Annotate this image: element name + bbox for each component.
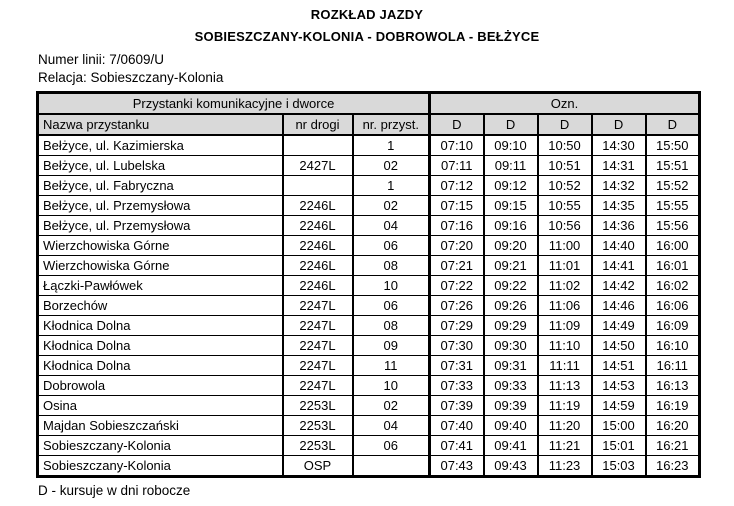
- column-header-day-code: D: [646, 114, 700, 135]
- road-no-cell: 2247L: [283, 356, 353, 376]
- time-cell: 07:16: [430, 216, 484, 236]
- time-cell: 07:41: [430, 436, 484, 456]
- time-cell: 10:55: [538, 196, 592, 216]
- time-cell: 11:01: [538, 256, 592, 276]
- page-title: ROZKŁAD JAZDY: [310, 7, 424, 22]
- table-group-header-row: [38, 93, 700, 115]
- time-cell: 14:32: [592, 176, 646, 196]
- time-cell: 16:23: [646, 456, 700, 477]
- time-cell: 15:01: [592, 436, 646, 456]
- line-number-label: Numer linii: 7/0609/U: [38, 52, 165, 67]
- time-cell: 11:21: [538, 436, 592, 456]
- time-cell: 11:11: [538, 356, 592, 376]
- stop-no-cell: 08: [353, 316, 430, 336]
- time-cell: 16:00: [646, 236, 700, 256]
- stop-no-cell: 09: [353, 336, 430, 356]
- column-header-stop-name: Nazwa przystanku: [38, 114, 283, 135]
- stop-name-cell: Kłodnica Dolna: [38, 356, 283, 376]
- table-row: [38, 396, 700, 416]
- road-no-cell: 2247L: [283, 316, 353, 336]
- stop-no-cell: 08: [353, 256, 430, 276]
- stop-no-cell: 10: [353, 376, 430, 396]
- stop-name-cell: Sobieszczany-Kolonia: [38, 456, 283, 477]
- stop-name-cell: Łączki-Pawłówek: [38, 276, 283, 296]
- time-cell: 07:22: [430, 276, 484, 296]
- stop-name-cell: Bełżyce, ul. Przemysłowa: [38, 196, 283, 216]
- time-cell: 14:36: [592, 216, 646, 236]
- table-row: [38, 156, 700, 176]
- road-no-cell: 2247L: [283, 336, 353, 356]
- time-cell: 09:20: [484, 236, 538, 256]
- time-cell: 07:21: [430, 256, 484, 276]
- time-cell: 15:03: [592, 456, 646, 477]
- stop-name-cell: Borzechów: [38, 296, 283, 316]
- time-cell: 14:51: [592, 356, 646, 376]
- time-cell: 07:30: [430, 336, 484, 356]
- stop-no-cell: 06: [353, 236, 430, 256]
- time-cell: 11:06: [538, 296, 592, 316]
- stop-no-cell: [353, 456, 430, 477]
- stop-name-cell: Wierzchowiska Górne: [38, 256, 283, 276]
- time-cell: 14:53: [592, 376, 646, 396]
- time-cell: 14:59: [592, 396, 646, 416]
- time-cell: 07:43: [430, 456, 484, 477]
- table-row: [38, 176, 700, 196]
- stop-no-cell: 11: [353, 356, 430, 376]
- table-row: [38, 236, 700, 256]
- road-no-cell: 2253L: [283, 396, 353, 416]
- time-cell: 07:39: [430, 396, 484, 416]
- time-cell: 09:39: [484, 396, 538, 416]
- time-cell: 14:30: [592, 135, 646, 156]
- time-cell: 14:35: [592, 196, 646, 216]
- road-no-cell: 2253L: [283, 416, 353, 436]
- time-cell: 11:19: [538, 396, 592, 416]
- time-cell: 09:12: [484, 176, 538, 196]
- time-cell: 09:30: [484, 336, 538, 356]
- time-cell: 11:02: [538, 276, 592, 296]
- time-cell: 10:51: [538, 156, 592, 176]
- stop-no-cell: 06: [353, 436, 430, 456]
- road-no-cell: 2246L: [283, 256, 353, 276]
- stop-no-cell: 02: [353, 196, 430, 216]
- time-cell: 07:11: [430, 156, 484, 176]
- time-cell: 16:02: [646, 276, 700, 296]
- route-title: SOBIESZCZANY-KOLONIA - DOBROWOLA - BEŁŻYCE: [194, 29, 540, 44]
- table-row: [38, 376, 700, 396]
- road-no-cell: [283, 176, 353, 196]
- stop-no-cell: 04: [353, 416, 430, 436]
- table-column-header-row: [38, 114, 700, 135]
- stop-name-cell: Osina: [38, 396, 283, 416]
- time-cell: 14:31: [592, 156, 646, 176]
- column-header-day-code: D: [430, 114, 484, 135]
- road-no-cell: 2246L: [283, 276, 353, 296]
- time-cell: 09:43: [484, 456, 538, 477]
- stop-no-cell: 02: [353, 396, 430, 416]
- table-row: [38, 276, 700, 296]
- time-cell: 16:19: [646, 396, 700, 416]
- time-cell: 15:52: [646, 176, 700, 196]
- time-cell: 16:09: [646, 316, 700, 336]
- time-cell: 16:20: [646, 416, 700, 436]
- time-cell: 16:13: [646, 376, 700, 396]
- stop-no-cell: 1: [353, 176, 430, 196]
- time-cell: 07:31: [430, 356, 484, 376]
- timetable-body: [38, 135, 700, 477]
- time-cell: 16:06: [646, 296, 700, 316]
- road-no-cell: 2247L: [283, 376, 353, 396]
- time-cell: 09:29: [484, 316, 538, 336]
- time-cell: 07:26: [430, 296, 484, 316]
- table-row: [38, 416, 700, 436]
- table-row: [38, 256, 700, 276]
- stop-name-cell: Kłodnica Dolna: [38, 316, 283, 336]
- time-cell: 09:16: [484, 216, 538, 236]
- stop-no-cell: 1: [353, 135, 430, 156]
- road-no-cell: 2427L: [283, 156, 353, 176]
- table-row: [38, 336, 700, 356]
- stop-name-cell: Bełżyce, ul. Fabryczna: [38, 176, 283, 196]
- column-header-day-code: D: [538, 114, 592, 135]
- time-cell: 07:20: [430, 236, 484, 256]
- table-row: [38, 356, 700, 376]
- time-cell: 10:56: [538, 216, 592, 236]
- table-row: [38, 436, 700, 456]
- stop-name-cell: Kłodnica Dolna: [38, 336, 283, 356]
- road-no-cell: 2246L: [283, 216, 353, 236]
- road-no-cell: 2247L: [283, 296, 353, 316]
- time-cell: 15:00: [592, 416, 646, 436]
- stop-name-cell: Bełżyce, ul. Lubelska: [38, 156, 283, 176]
- stop-name-cell: Bełżyce, ul. Przemysłowa: [38, 216, 283, 236]
- relation-label: Relacja: Sobieszczany-Kolonia: [38, 70, 224, 85]
- time-cell: 11:20: [538, 416, 592, 436]
- time-cell: 09:21: [484, 256, 538, 276]
- time-cell: 07:12: [430, 176, 484, 196]
- column-header-stop-no: nr. przyst.: [353, 114, 430, 135]
- time-cell: 09:31: [484, 356, 538, 376]
- group-header-designation: Ozn.: [430, 93, 700, 115]
- time-cell: 10:50: [538, 135, 592, 156]
- time-cell: 11:23: [538, 456, 592, 477]
- time-cell: 14:42: [592, 276, 646, 296]
- time-cell: 07:40: [430, 416, 484, 436]
- time-cell: 09:41: [484, 436, 538, 456]
- time-cell: 09:40: [484, 416, 538, 436]
- table-row: [38, 456, 700, 477]
- table-row: [38, 216, 700, 236]
- time-cell: 09:26: [484, 296, 538, 316]
- stop-name-cell: Bełżyce, ul. Kazimierska: [38, 135, 283, 156]
- table-row: [38, 196, 700, 216]
- time-cell: 14:46: [592, 296, 646, 316]
- time-cell: 16:21: [646, 436, 700, 456]
- stop-no-cell: 04: [353, 216, 430, 236]
- stop-name-cell: Majdan Sobieszczański: [38, 416, 283, 436]
- column-header-road-no: nr drogi: [283, 114, 353, 135]
- table-row: [38, 316, 700, 336]
- time-cell: 15:56: [646, 216, 700, 236]
- stop-name-cell: Wierzchowiska Górne: [38, 236, 283, 256]
- stop-no-cell: 06: [353, 296, 430, 316]
- road-no-cell: OSP: [283, 456, 353, 477]
- road-no-cell: [283, 135, 353, 156]
- stop-name-cell: Sobieszczany-Kolonia: [38, 436, 283, 456]
- time-cell: 09:11: [484, 156, 538, 176]
- table-row: [38, 296, 700, 316]
- column-header-day-code: D: [484, 114, 538, 135]
- column-header-day-code: D: [592, 114, 646, 135]
- time-cell: 14:41: [592, 256, 646, 276]
- time-cell: 07:15: [430, 196, 484, 216]
- time-cell: 07:33: [430, 376, 484, 396]
- time-cell: 15:55: [646, 196, 700, 216]
- road-no-cell: 2253L: [283, 436, 353, 456]
- time-cell: 07:10: [430, 135, 484, 156]
- time-cell: 11:00: [538, 236, 592, 256]
- footnote: D - kursuje w dni robocze: [38, 483, 191, 498]
- time-cell: 11:10: [538, 336, 592, 356]
- time-cell: 15:50: [646, 135, 700, 156]
- group-header-stops: Przystanki komunikacyjne i dworce: [38, 93, 430, 115]
- road-no-cell: 2246L: [283, 196, 353, 216]
- road-no-cell: 2246L: [283, 236, 353, 256]
- time-cell: 14:50: [592, 336, 646, 356]
- time-cell: 16:11: [646, 356, 700, 376]
- time-cell: 07:29: [430, 316, 484, 336]
- time-cell: 14:49: [592, 316, 646, 336]
- time-cell: 16:01: [646, 256, 700, 276]
- stop-no-cell: 02: [353, 156, 430, 176]
- time-cell: 16:10: [646, 336, 700, 356]
- time-cell: 10:52: [538, 176, 592, 196]
- time-cell: 09:33: [484, 376, 538, 396]
- stop-name-cell: Dobrowola: [38, 376, 283, 396]
- time-cell: 11:09: [538, 316, 592, 336]
- time-cell: 09:22: [484, 276, 538, 296]
- time-cell: 09:10: [484, 135, 538, 156]
- time-cell: 09:15: [484, 196, 538, 216]
- time-cell: 14:40: [592, 236, 646, 256]
- table-row: [38, 135, 700, 156]
- stop-no-cell: 10: [353, 276, 430, 296]
- timetable-table: [36, 91, 701, 478]
- time-cell: 15:51: [646, 156, 700, 176]
- time-cell: 11:13: [538, 376, 592, 396]
